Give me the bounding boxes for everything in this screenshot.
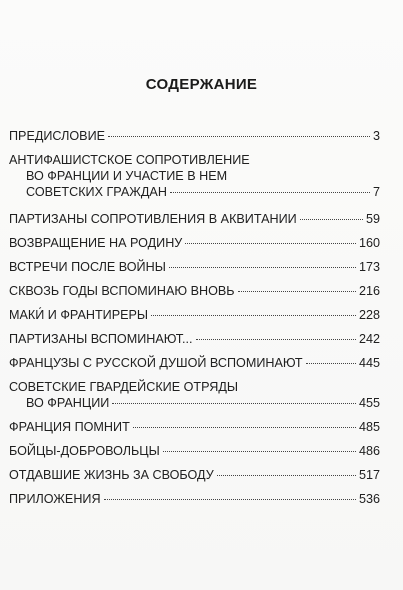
toc-entry xyxy=(9,443,380,459)
dot-leader xyxy=(112,403,356,404)
dot-leader xyxy=(238,291,356,292)
toc-entry-line: СОВЕТСКИЕ ГВАРДЕЙСКИЕ ОТРЯДЫ xyxy=(9,380,238,394)
toc-entry-row xyxy=(9,283,380,299)
dot-leader xyxy=(104,499,356,500)
toc-entry-row xyxy=(9,235,380,251)
toc-page-number: 59 xyxy=(365,212,380,226)
toc-entry-title: СОВЕТСКИХ ГРАЖДАН xyxy=(26,185,167,199)
table-of-contents xyxy=(9,120,380,506)
toc-page-number: 445 xyxy=(358,356,380,370)
toc-page-number: 160 xyxy=(358,236,380,250)
toc-entry-row xyxy=(9,355,380,371)
toc-entry xyxy=(9,355,380,371)
toc-page-number: 486 xyxy=(358,444,380,458)
toc-entry xyxy=(9,211,380,227)
toc-page-number: 3 xyxy=(372,129,380,143)
toc-entry-title: СКВОЗЬ ГОДЫ ВСПОМИНАЮ ВНОВЬ xyxy=(9,284,235,298)
dot-leader xyxy=(108,136,370,137)
toc-entry xyxy=(9,491,380,507)
toc-entry-title: ВОЗВРАЩЕНИЕ НА РОДИНУ xyxy=(9,236,183,250)
toc-entry xyxy=(9,152,380,200)
page-title: СОДЕРЖАНИЕ xyxy=(145,76,258,93)
toc-entry-row xyxy=(9,128,380,144)
dot-leader xyxy=(196,339,356,340)
toc-entry-row xyxy=(9,467,380,483)
toc-entry-row xyxy=(9,419,380,435)
toc-entry xyxy=(9,128,380,144)
toc-entry-line: ВО ФРАНЦИИ И УЧАСТИЕ В НЕМ xyxy=(26,169,228,183)
toc-entry xyxy=(9,235,380,251)
toc-entry-title: ПАРТИЗАНЫ СОПРОТИВЛЕНИЯ В АКВИТАНИИ xyxy=(9,212,297,226)
toc-entry-row xyxy=(9,184,380,200)
dot-leader xyxy=(169,267,356,268)
toc-entry-title: ПРИЛОЖЕНИЯ xyxy=(9,492,101,506)
toc-entry-row xyxy=(9,331,380,347)
toc-page-number: 517 xyxy=(358,468,380,482)
toc-entry-title: БОЙЦЫ-ДОБРОВОЛЬЦЫ xyxy=(9,444,160,458)
toc-entry-row xyxy=(9,491,380,507)
toc-page-number: 485 xyxy=(358,420,380,434)
dot-leader xyxy=(300,219,363,220)
toc-entry xyxy=(9,331,380,347)
toc-entry xyxy=(9,467,380,483)
toc-entry-title: ФРАНЦУЗЫ С РУССКОЙ ДУШОЙ ВСПОМИНАЮТ xyxy=(9,356,303,370)
toc-entry-title: ПРЕДИСЛОВИЕ xyxy=(9,129,106,143)
toc-entry-row xyxy=(9,395,380,411)
toc-entry-row xyxy=(9,307,380,323)
toc-entry xyxy=(9,379,380,411)
toc-entry-title: ОТДАВШИЕ ЖИЗНЬ ЗА СВОБОДУ xyxy=(9,468,214,482)
toc-page-number: 455 xyxy=(358,396,380,410)
toc-entry-title: ВО ФРАНЦИИ xyxy=(26,396,110,410)
toc-page-number: 228 xyxy=(358,308,380,322)
toc-entry-row xyxy=(9,443,380,459)
toc-entry-line: АНТИФАШИСТСКОЕ СОПРОТИВЛЕНИЕ xyxy=(9,153,250,167)
dot-leader xyxy=(133,427,356,428)
toc-page-number: 242 xyxy=(358,332,380,346)
toc-page-number: 216 xyxy=(358,284,380,298)
toc-entry xyxy=(9,419,380,435)
toc-entry-title: ФРАНЦИЯ ПОМНИТ xyxy=(9,420,130,434)
toc-page-number: 7 xyxy=(372,185,380,199)
dot-leader xyxy=(185,243,356,244)
toc-entry-row xyxy=(9,211,380,227)
dot-leader xyxy=(306,363,356,364)
toc-entry-title: МАКИ́ И ФРАНТИРЕРЫ xyxy=(9,308,149,322)
toc-page-number: 536 xyxy=(358,492,380,506)
toc-entry xyxy=(9,307,380,323)
toc-entry xyxy=(9,259,380,275)
dot-leader xyxy=(170,192,370,193)
toc-page-number: 173 xyxy=(358,260,380,274)
toc-entry-title: ВСТРЕЧИ ПОСЛЕ ВОЙНЫ xyxy=(9,260,166,274)
toc-entry xyxy=(9,283,380,299)
toc-entry-title: ПАРТИЗАНЫ ВСПОМИНАЮТ... xyxy=(9,332,193,346)
toc-entry-row xyxy=(9,259,380,275)
dot-leader xyxy=(151,315,356,316)
dot-leader xyxy=(217,475,356,476)
dot-leader xyxy=(163,451,356,452)
